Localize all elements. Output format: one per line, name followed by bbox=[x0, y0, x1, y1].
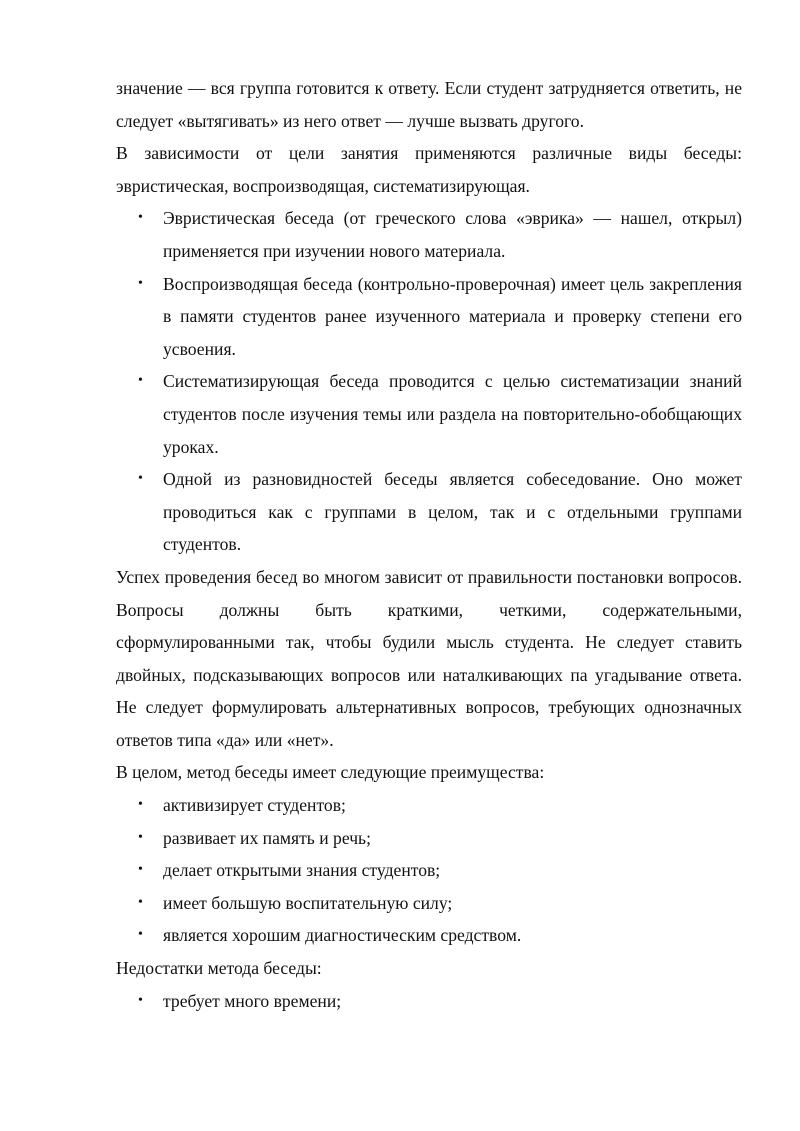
disadvantages-list bbox=[116, 985, 742, 1018]
bullet-icon: • bbox=[138, 471, 143, 487]
list-item-text: требует много времени; bbox=[163, 990, 342, 1011]
list-item bbox=[116, 887, 742, 920]
question-guidelines-paragraph: Успех проведения бесед во многом зависит от правильности постановки вопросов. Вопросы должны быть краткими, четкими, содержательными, сформулированными так, чтобы будили мысль студента. Не следует ставить двойных, подсказывающих вопросов или наталкивающих па угадывание ответа. Не следует формулировать альтернативных вопросов, требующих однозначных ответов типа «да» или «нет». bbox=[116, 566, 742, 750]
advantages-list bbox=[116, 789, 742, 952]
list-item-text: Одной из разновидностей беседы является собеседование. Оно может проводиться как с группами в целом, так и с отдельными группами студентов. bbox=[163, 469, 742, 555]
document-page bbox=[116, 72, 742, 1017]
list-item bbox=[116, 463, 742, 561]
list-item bbox=[116, 268, 742, 366]
bullet-icon: • bbox=[138, 210, 143, 226]
list-item-text: имеет большую воспитательную силу; bbox=[163, 892, 453, 913]
list-item bbox=[116, 365, 742, 463]
bullet-icon: • bbox=[138, 797, 143, 813]
list-item-text: развивает их память и речь; bbox=[163, 827, 371, 848]
list-item bbox=[116, 919, 742, 952]
bullet-icon: • bbox=[138, 373, 143, 389]
disadvantages-heading: Недостатки метода беседы: bbox=[116, 958, 322, 979]
list-item bbox=[116, 202, 742, 267]
list-item-text: Систематизирующая беседа проводится с целью систематизации знаний студентов после изучения темы или раздела на повторительно-обобщающих уроках. bbox=[163, 371, 742, 457]
conversation-types-list bbox=[116, 202, 742, 561]
list-item-text: Эвристическая беседа (от греческого слова «эврика» — нашел, открыл) применяется при изучении нового материала. bbox=[163, 208, 742, 261]
list-item bbox=[116, 985, 742, 1018]
list-item bbox=[116, 822, 742, 855]
list-item bbox=[116, 789, 742, 822]
advantages-heading: В целом, метод беседы имеет следующие преимущества: bbox=[116, 762, 545, 783]
list-item bbox=[116, 854, 742, 887]
conversation-types-paragraph: В зависимости от цели занятия применяются различные виды беседы: эвристическая, воспроизводящая, систематизирующая. bbox=[116, 143, 742, 196]
list-item-text: Воспроизводящая беседа (контрольно-проверочная) имеет цель закрепления в памяти студентов ранее изученного материала и проверку степени его усвоения. bbox=[163, 273, 742, 359]
bullet-icon: • bbox=[138, 992, 143, 1008]
list-item-text: является хорошим диагностическим средством. bbox=[163, 925, 522, 946]
bullet-icon: • bbox=[138, 862, 143, 878]
intro-paragraph: значение — вся группа готовится к ответу. Если студент затрудняется ответить, не следует «вытягивать» из него ответ — лучше вызвать другого. bbox=[116, 78, 742, 131]
list-item-text: делает открытыми знания студентов; bbox=[163, 860, 441, 881]
bullet-icon: • bbox=[138, 927, 143, 943]
bullet-icon: • bbox=[138, 894, 143, 910]
bullet-icon: • bbox=[138, 275, 143, 291]
bullet-icon: • bbox=[138, 829, 143, 845]
list-item-text: активизирует студентов; bbox=[163, 795, 346, 816]
